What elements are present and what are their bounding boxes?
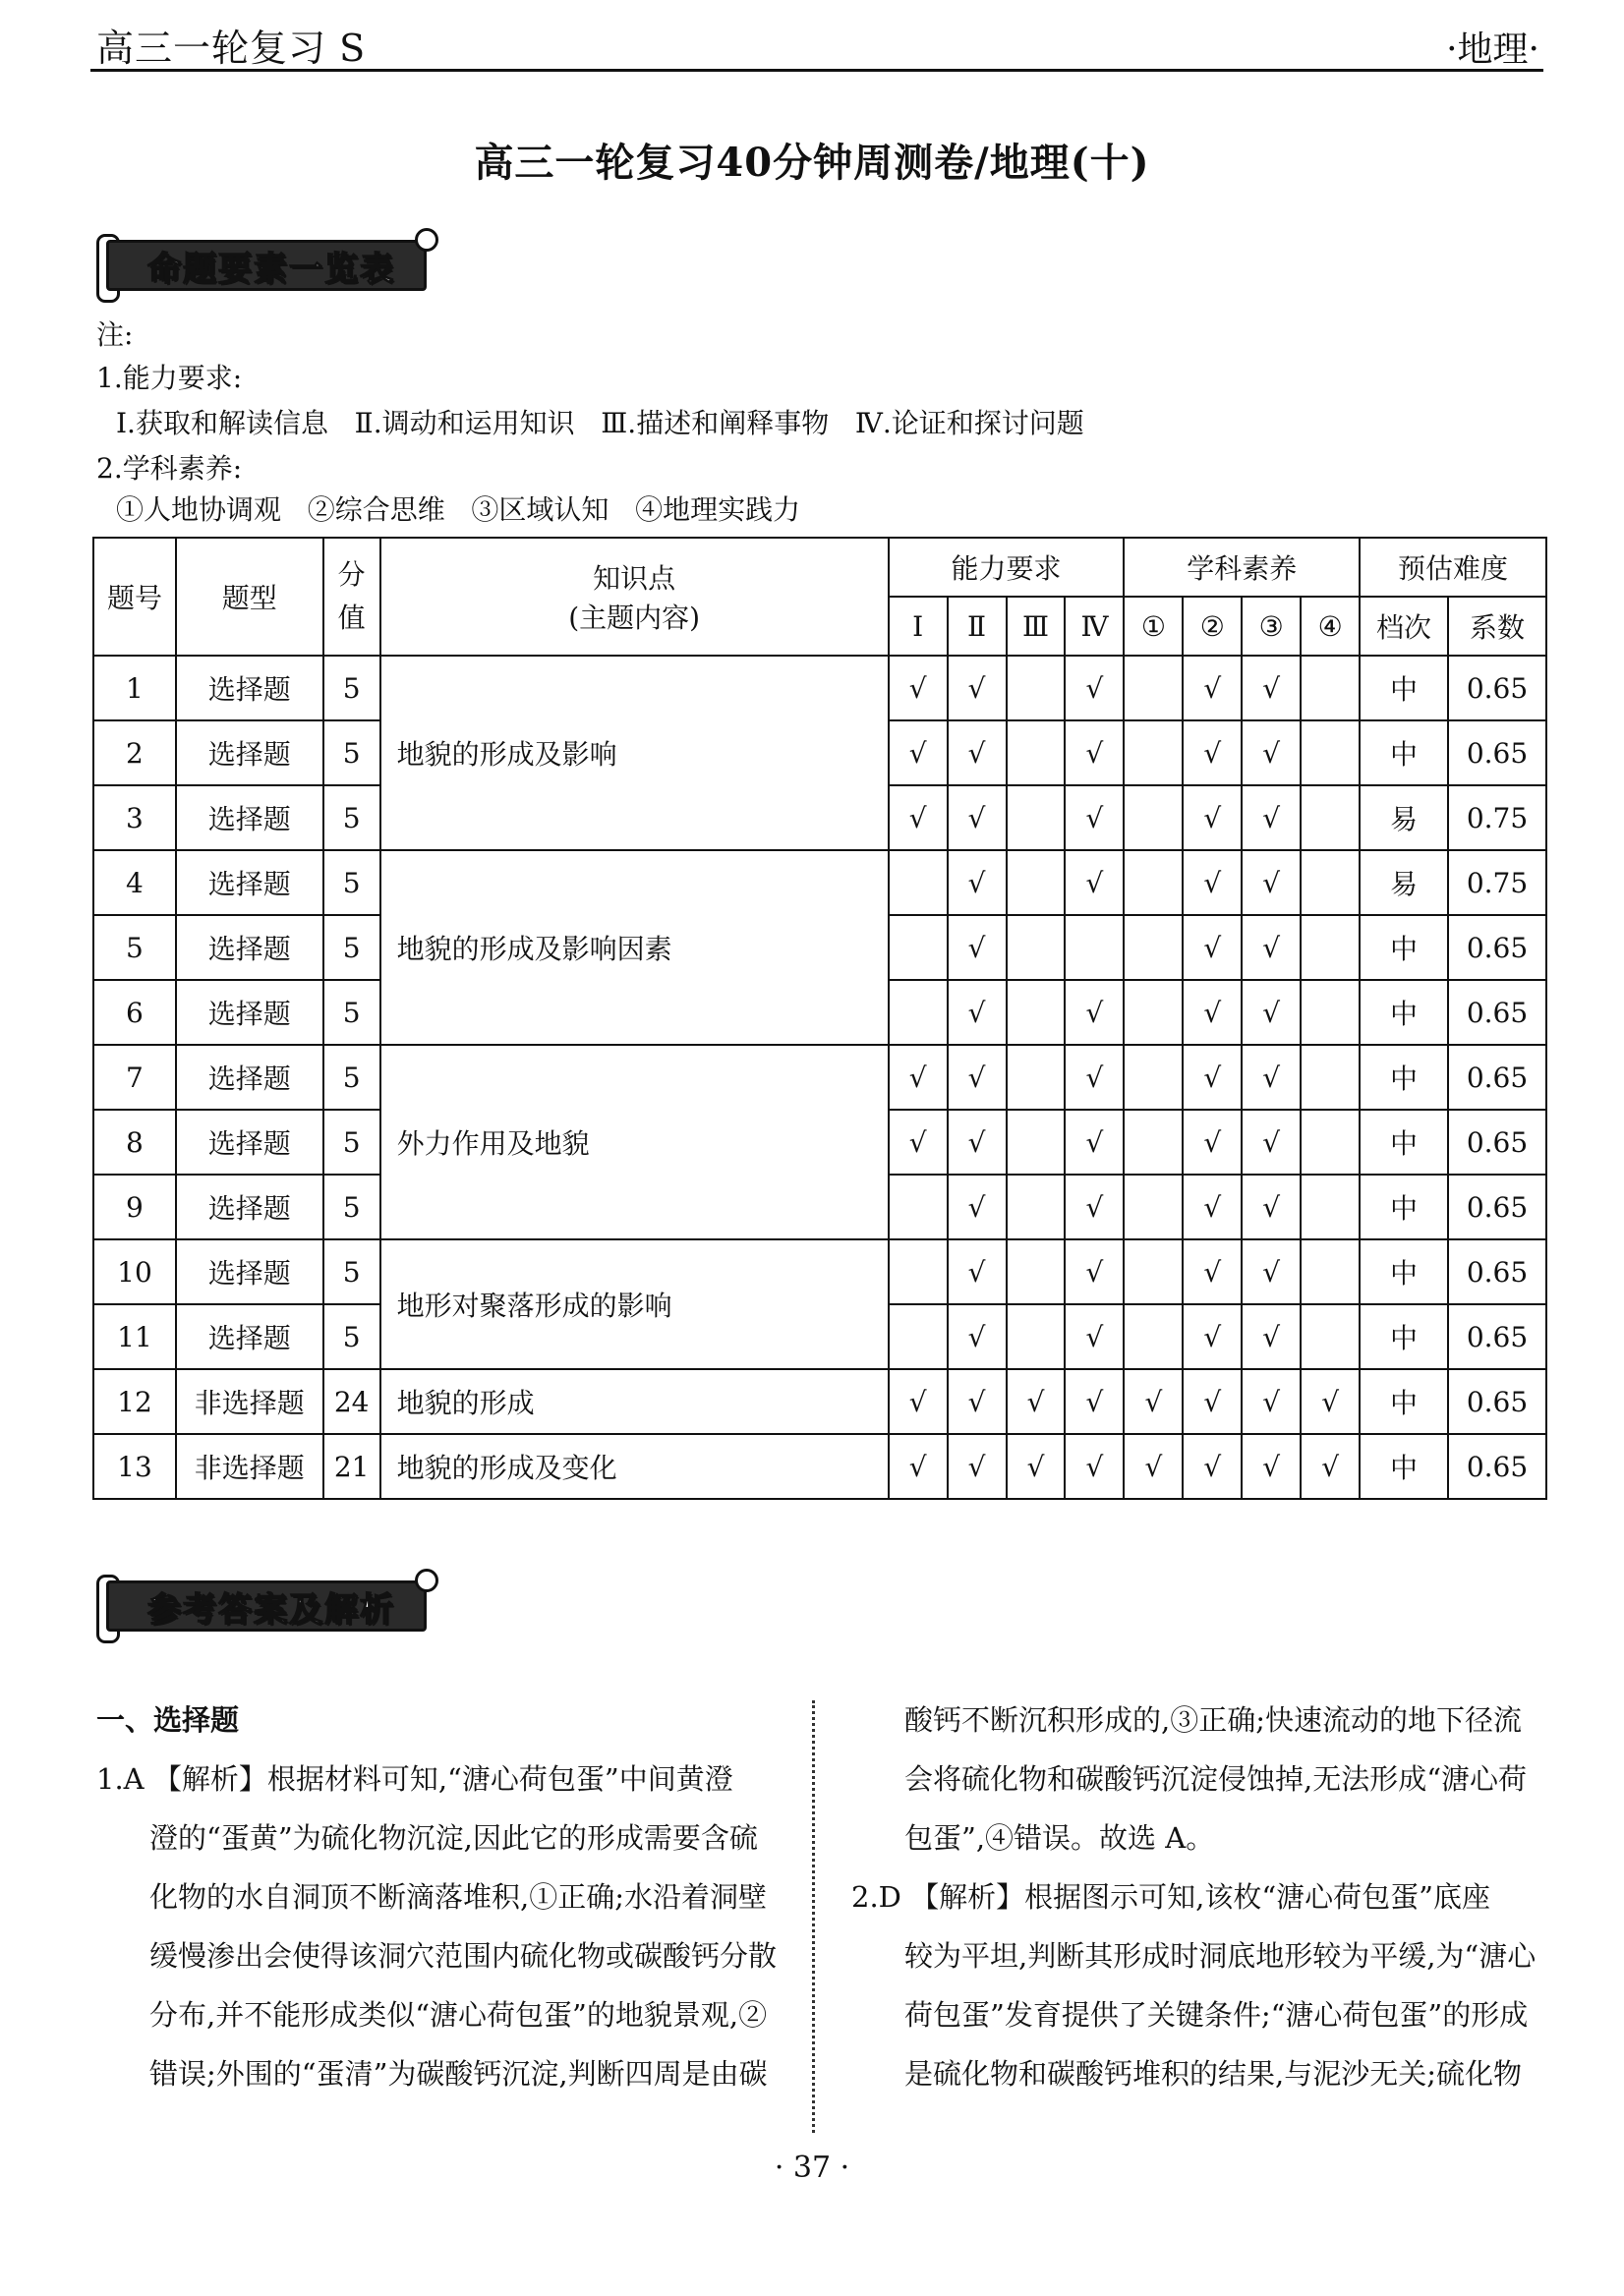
cell-type: 非选择题 [176, 1369, 323, 1434]
cell-check-2: √ [948, 720, 1007, 785]
cell-check-4: √ [1065, 980, 1124, 1045]
cell-check-1 [889, 1304, 948, 1369]
cell-coef: 0.65 [1448, 1434, 1546, 1499]
cell-level: 中 [1360, 1175, 1448, 1239]
cell-check-2: √ [948, 915, 1007, 980]
table-body [93, 656, 1546, 1499]
cell-type: 选择题 [176, 720, 323, 785]
page-title: 高三一轮复习40分钟周测卷/地理(十) [474, 140, 1150, 186]
cell-num: 7 [93, 1045, 176, 1110]
cell-check-7: √ [1242, 980, 1301, 1045]
answer-line: 1.A 【解析】根据材料可知,“溏心荷包蛋”中间黄澄 [96, 1762, 733, 1796]
header-l1: ① [1124, 597, 1183, 656]
cell-type: 选择题 [176, 1110, 323, 1175]
cell-check-3 [1007, 656, 1066, 720]
cell-check-8 [1301, 915, 1360, 980]
cell-check-4: √ [1065, 850, 1124, 915]
header-l3: ③ [1242, 597, 1301, 656]
right-lines [851, 1691, 1549, 2103]
cell-num: 9 [93, 1175, 176, 1239]
cell-check-3 [1007, 850, 1066, 915]
cell-score: 5 [323, 720, 380, 785]
header-ability: 能力要求 [889, 538, 1125, 597]
answer-line: 分布,并不能形成类似“溏心荷包蛋”的地貌景观,② [149, 1998, 768, 2032]
cell-check-1: √ [889, 1434, 948, 1499]
cell-check-2: √ [948, 656, 1007, 720]
cell-score: 5 [323, 980, 380, 1045]
answer-line: 会将硫化物和碳酸钙沉淀侵蚀掉,无法形成“溏心荷 [904, 1762, 1528, 1796]
table-row [93, 1239, 1546, 1304]
cell-check-5 [1124, 1239, 1183, 1304]
cell-check-6: √ [1183, 656, 1242, 720]
cell-score: 5 [323, 915, 380, 980]
cell-check-4: √ [1065, 1110, 1124, 1175]
cell-check-3 [1007, 785, 1066, 850]
cell-check-1: √ [889, 720, 948, 785]
cell-check-7: √ [1242, 1175, 1301, 1239]
cell-check-7: √ [1242, 915, 1301, 980]
cell-type: 选择题 [176, 785, 323, 850]
cell-check-8 [1301, 980, 1360, 1045]
header-kp-main: 知识点 [593, 562, 676, 595]
cell-knowledge-point: 地形对聚落形成的影响 [380, 1239, 889, 1369]
ability-items: Ⅰ.获取和解读信息 Ⅱ.调动和运用知识 Ⅲ.描述和阐释事物 Ⅳ.论证和探讨问题 [116, 407, 1084, 439]
section-heading: 一、选择题 [96, 1703, 240, 1737]
answers-right-column [851, 1691, 1549, 2103]
cell-check-4: √ [1065, 1369, 1124, 1434]
cell-num: 4 [93, 850, 176, 915]
cell-check-5 [1124, 1045, 1183, 1110]
cell-knowledge-point: 地貌的形成及影响因素 [380, 850, 889, 1045]
header-score [323, 538, 380, 656]
cell-num: 13 [93, 1434, 176, 1499]
cell-type: 选择题 [176, 656, 323, 720]
cell-check-1 [889, 915, 948, 980]
cell-score: 5 [323, 1304, 380, 1369]
cell-check-6: √ [1183, 980, 1242, 1045]
cell-coef: 0.65 [1448, 915, 1546, 980]
cell-check-1: √ [889, 1369, 948, 1434]
table-row [93, 850, 1546, 915]
cell-num: 12 [93, 1369, 176, 1434]
cell-check-8 [1301, 850, 1360, 915]
cell-check-5 [1124, 850, 1183, 915]
answer-line: 是硫化物和碳酸钙堆积的结果,与泥沙无关;硫化物 [904, 2057, 1522, 2091]
cell-num: 5 [93, 915, 176, 980]
cell-check-5 [1124, 1110, 1183, 1175]
cell-check-8 [1301, 785, 1360, 850]
cell-num: 11 [93, 1304, 176, 1369]
answer-line: 化物的水自洞顶不断滴落堆积,①正确;水沿着洞壁 [149, 1880, 767, 1914]
cell-check-5 [1124, 915, 1183, 980]
cell-check-1: √ [889, 1045, 948, 1110]
ability-heading: 1.能力要求: [96, 362, 243, 394]
cell-check-2: √ [948, 1369, 1007, 1434]
cell-num: 8 [93, 1110, 176, 1175]
cell-num: 3 [93, 785, 176, 850]
answer-line: 较为平坦,判断其形成时洞底地形较为平缓,为“溏心 [904, 1939, 1537, 1973]
cell-type: 选择题 [176, 1045, 323, 1110]
cell-check-3 [1007, 980, 1066, 1045]
header-a1: Ⅰ [889, 597, 948, 656]
banner-answers [96, 1569, 440, 1637]
cell-knowledge-point: 地貌的形成及变化 [380, 1434, 889, 1499]
cell-knowledge-point: 外力作用及地貌 [380, 1045, 889, 1239]
literacy-heading: 2.学科素养: [96, 452, 243, 485]
header-literacy: 学科素养 [1124, 538, 1360, 597]
cell-level: 中 [1360, 1304, 1448, 1369]
cell-check-8 [1301, 1175, 1360, 1239]
cell-coef: 0.65 [1448, 1239, 1546, 1304]
cell-type: 选择题 [176, 915, 323, 980]
cell-check-6: √ [1183, 1434, 1242, 1499]
cell-score: 5 [323, 656, 380, 720]
cell-score: 5 [323, 850, 380, 915]
cell-check-6: √ [1183, 785, 1242, 850]
cell-check-1 [889, 1239, 948, 1304]
cell-check-3 [1007, 1175, 1066, 1239]
cell-check-7: √ [1242, 1110, 1301, 1175]
cell-check-7: √ [1242, 1304, 1301, 1369]
table-row [93, 1369, 1546, 1434]
cell-coef: 0.75 [1448, 850, 1546, 915]
cell-level: 中 [1360, 915, 1448, 980]
cell-check-2: √ [948, 1110, 1007, 1175]
cell-coef: 0.65 [1448, 1110, 1546, 1175]
cell-check-5 [1124, 785, 1183, 850]
cell-type: 选择题 [176, 1304, 323, 1369]
cell-level: 易 [1360, 785, 1448, 850]
answers-left-column [96, 1691, 794, 2103]
header-kp-sub: (主题内容) [568, 602, 701, 634]
header-left: 高三一轮复习 S [96, 27, 367, 70]
header-right: ·地理· [1446, 29, 1539, 70]
cell-level: 中 [1360, 1369, 1448, 1434]
cell-check-3 [1007, 1045, 1066, 1110]
cell-num: 6 [93, 980, 176, 1045]
header-num: 题号 [93, 538, 176, 656]
cell-check-8 [1301, 656, 1360, 720]
literacy-items: ①人地协调观 ②综合思维 ③区域认知 ④地理实践力 [116, 493, 801, 526]
cell-level: 中 [1360, 656, 1448, 720]
banner-title: 参考答案及解析 [147, 1590, 395, 1630]
cell-check-2: √ [948, 1045, 1007, 1110]
header-a3: Ⅲ [1007, 597, 1066, 656]
cell-check-3: √ [1007, 1434, 1066, 1499]
answer-line: 缓慢渗出会使得该洞穴范围内硫化物或碳酸钙分散 [149, 1939, 778, 1973]
cell-check-3 [1007, 1239, 1066, 1304]
header-difficulty: 预估难度 [1360, 538, 1546, 597]
answer-line: 荷包蛋”发育提供了关键条件;“溏心荷包蛋”的形成 [904, 1998, 1529, 2032]
left-lines [96, 1750, 794, 2103]
header-a2: Ⅱ [948, 597, 1007, 656]
cell-check-7: √ [1242, 1369, 1301, 1434]
cell-level: 中 [1360, 1110, 1448, 1175]
cell-check-4: √ [1065, 1239, 1124, 1304]
table-row [93, 656, 1546, 720]
cell-check-4: √ [1065, 785, 1124, 850]
header-kp [380, 538, 889, 656]
cell-num: 1 [93, 656, 176, 720]
cell-coef: 0.65 [1448, 980, 1546, 1045]
answer-line: 澄的“蛋黄”为硫化物沉淀,因此它的形成需要含硫 [149, 1821, 758, 1855]
cell-coef: 0.65 [1448, 1304, 1546, 1369]
cell-type: 选择题 [176, 1175, 323, 1239]
cell-check-5 [1124, 1175, 1183, 1239]
cell-score: 21 [323, 1434, 380, 1499]
cell-check-6: √ [1183, 915, 1242, 980]
cell-check-4: √ [1065, 1304, 1124, 1369]
cell-check-2: √ [948, 850, 1007, 915]
cell-check-8 [1301, 1304, 1360, 1369]
cell-score: 5 [323, 1110, 380, 1175]
cell-coef: 0.65 [1448, 720, 1546, 785]
answer-line: 2.D 【解析】根据图示可知,该枚“溏心荷包蛋”底座 [851, 1880, 1491, 1914]
header-l2: ② [1183, 597, 1242, 656]
cell-check-4: √ [1065, 1175, 1124, 1239]
cell-check-1 [889, 980, 948, 1045]
answer-line: 错误;外围的“蛋清”为碳酸钙沉淀,判断四周是由碳 [149, 2057, 768, 2091]
banner-title: 命题要素一览表 [147, 250, 395, 289]
header-a4: Ⅳ [1065, 597, 1124, 656]
header-score-text: 分值 [337, 558, 366, 634]
cell-coef: 0.65 [1448, 1175, 1546, 1239]
cell-score: 5 [323, 1045, 380, 1110]
cell-type: 选择题 [176, 850, 323, 915]
requirements-table [92, 537, 1547, 1500]
cell-check-8 [1301, 1110, 1360, 1175]
cell-check-7: √ [1242, 1434, 1301, 1499]
cell-coef: 0.65 [1448, 1045, 1546, 1110]
cell-check-6: √ [1183, 1175, 1242, 1239]
cell-type: 选择题 [176, 980, 323, 1045]
cell-check-6: √ [1183, 720, 1242, 785]
cell-check-6: √ [1183, 850, 1242, 915]
cell-check-4 [1065, 915, 1124, 980]
cell-score: 5 [323, 1175, 380, 1239]
cell-check-3 [1007, 720, 1066, 785]
cell-check-5 [1124, 1304, 1183, 1369]
page-number: · 37 · [774, 2151, 850, 2185]
cell-check-3 [1007, 915, 1066, 980]
column-divider [812, 1700, 815, 2133]
cell-check-1 [889, 850, 948, 915]
banner-summary-table [96, 228, 440, 297]
header-rule [90, 69, 1543, 72]
cell-check-1: √ [889, 785, 948, 850]
cell-check-2: √ [948, 785, 1007, 850]
cell-check-4: √ [1065, 656, 1124, 720]
cell-check-1: √ [889, 1110, 948, 1175]
table-row [93, 1045, 1546, 1110]
cell-check-6: √ [1183, 1239, 1242, 1304]
header-l4: ④ [1301, 597, 1360, 656]
cell-check-5: √ [1124, 1369, 1183, 1434]
cell-check-6: √ [1183, 1304, 1242, 1369]
cell-check-8 [1301, 1045, 1360, 1110]
cell-check-5: √ [1124, 1434, 1183, 1499]
cell-level: 中 [1360, 980, 1448, 1045]
cell-coef: 0.75 [1448, 785, 1546, 850]
cell-check-2: √ [948, 1175, 1007, 1239]
cell-num: 2 [93, 720, 176, 785]
cell-check-4: √ [1065, 720, 1124, 785]
cell-check-6: √ [1183, 1369, 1242, 1434]
cell-check-8 [1301, 720, 1360, 785]
cell-check-4: √ [1065, 1434, 1124, 1499]
cell-knowledge-point: 地貌的形成及影响 [380, 656, 889, 850]
cell-check-7: √ [1242, 720, 1301, 785]
header-level: 档次 [1360, 597, 1448, 656]
header-coef: 系数 [1448, 597, 1546, 656]
cell-check-8: √ [1301, 1434, 1360, 1499]
cell-level: 中 [1360, 1239, 1448, 1304]
cell-check-3 [1007, 1304, 1066, 1369]
cell-score: 5 [323, 1239, 380, 1304]
answer-line: 酸钙不断沉积形成的,③正确;快速流动的地下径流 [904, 1703, 1522, 1737]
cell-coef: 0.65 [1448, 656, 1546, 720]
cell-check-6: √ [1183, 1110, 1242, 1175]
cell-check-8 [1301, 1239, 1360, 1304]
cell-level: 中 [1360, 1045, 1448, 1110]
cell-level: 中 [1360, 1434, 1448, 1499]
cell-check-5 [1124, 720, 1183, 785]
cell-check-2: √ [948, 1239, 1007, 1304]
cell-check-7: √ [1242, 1045, 1301, 1110]
cell-check-7: √ [1242, 1239, 1301, 1304]
cell-check-7: √ [1242, 785, 1301, 850]
cell-check-7: √ [1242, 850, 1301, 915]
cell-check-1 [889, 1175, 948, 1239]
cell-check-8: √ [1301, 1369, 1360, 1434]
cell-check-7: √ [1242, 656, 1301, 720]
note-label: 注: [96, 318, 134, 351]
cell-type: 选择题 [176, 1239, 323, 1304]
cell-level: 中 [1360, 720, 1448, 785]
cell-type: 非选择题 [176, 1434, 323, 1499]
cell-check-6: √ [1183, 1045, 1242, 1110]
cell-check-5 [1124, 980, 1183, 1045]
cell-check-3: √ [1007, 1369, 1066, 1434]
table-row [93, 1434, 1546, 1499]
cell-check-1: √ [889, 656, 948, 720]
cell-check-2: √ [948, 980, 1007, 1045]
cell-check-2: √ [948, 1434, 1007, 1499]
answer-line: 包蛋”,④错误。故选 A。 [904, 1821, 1215, 1855]
cell-score: 5 [323, 785, 380, 850]
cell-score: 24 [323, 1369, 380, 1434]
cell-num: 10 [93, 1239, 176, 1304]
cell-coef: 0.65 [1448, 1369, 1546, 1434]
cell-check-3 [1007, 1110, 1066, 1175]
header-type: 题型 [176, 538, 323, 656]
cell-check-5 [1124, 656, 1183, 720]
cell-check-4: √ [1065, 1045, 1124, 1110]
cell-level: 易 [1360, 850, 1448, 915]
cell-knowledge-point: 地貌的形成 [380, 1369, 889, 1434]
cell-check-2: √ [948, 1304, 1007, 1369]
